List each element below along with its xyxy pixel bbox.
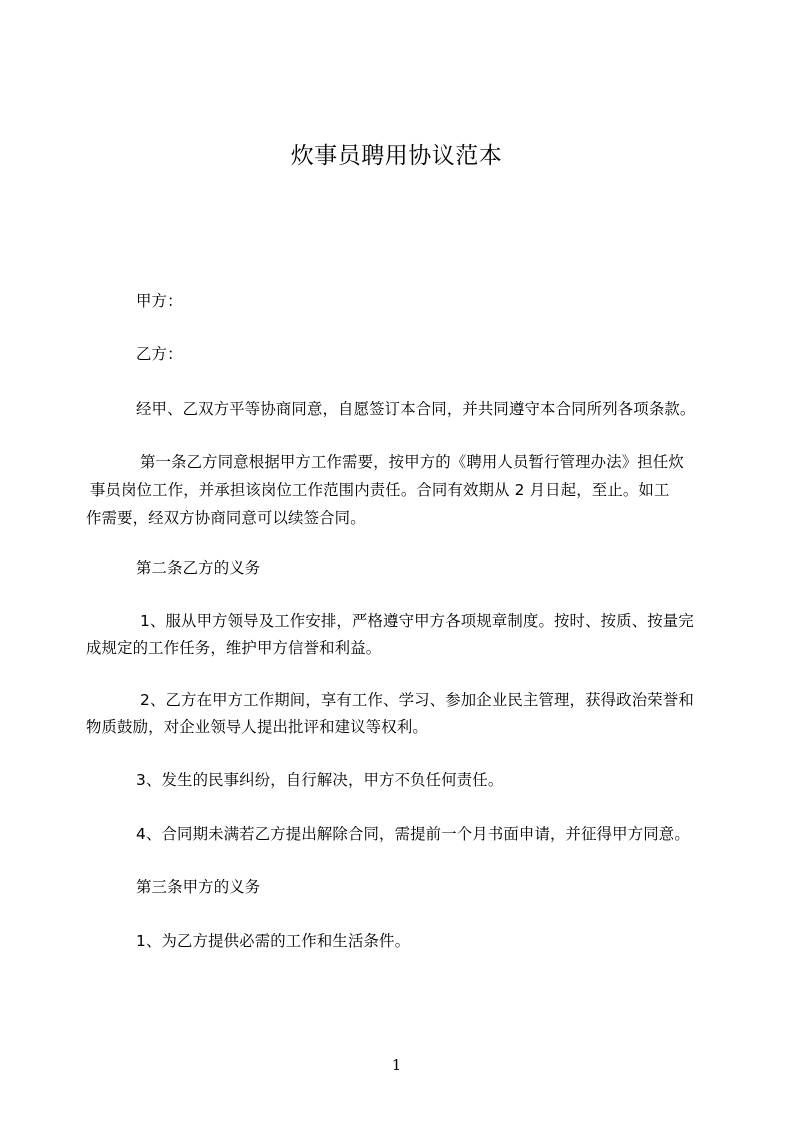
- article1-line1: 第一条乙方同意根据甲方工作需要，按甲方的《聘用人员暂行管理办法》担任炊: [140, 453, 684, 471]
- article2-item3: 3、发生的民事纠纷，自行解决，甲方不负任何责任。: [136, 771, 504, 789]
- article2-item4: 4、合同期未满若乙方提出解除合同，需提前一个月书面申请，并征得甲方同意。: [136, 825, 690, 843]
- article3-item1: 1、为乙方提供必需的工作和生活条件。: [136, 932, 411, 950]
- article2-item1-line1: 1、服从甲方领导及工作安排，严格遵守甲方各项规章制度。按时、按质、按量完: [140, 612, 694, 630]
- article1-line3: 作需要，经双方协商同意可以续签合同。: [86, 509, 366, 527]
- party-a-label: 甲方：: [136, 292, 183, 310]
- document-title: 炊事员聘用协议范本: [290, 143, 503, 169]
- article2-item2-line2: 物质鼓励，对企业领导人提出批评和建议等权利。: [86, 718, 428, 736]
- article3-heading: 第三条甲方的义务: [136, 878, 261, 896]
- article2-item2-line1: 2、乙方在甲方工作期间，享有工作、学习、参加企业民主管理，获得政治荣誉和: [140, 691, 694, 709]
- party-b-label: 乙方：: [136, 345, 183, 363]
- page-number: 1: [391, 1056, 402, 1074]
- article1-line2: 事员岗位工作，并承担该岗位工作范围内责任。合同有效期从 2 月日起，至止。如工: [90, 481, 670, 499]
- intro-paragraph: 经甲、乙双方平等协商同意，自愿签订本合同，并共同遵守本合同所列各项条款。: [136, 400, 696, 418]
- article2-heading: 第二条乙方的义务: [136, 559, 261, 577]
- article2-item1-line2: 成规定的工作任务，维护甲方信誉和利益。: [86, 639, 382, 657]
